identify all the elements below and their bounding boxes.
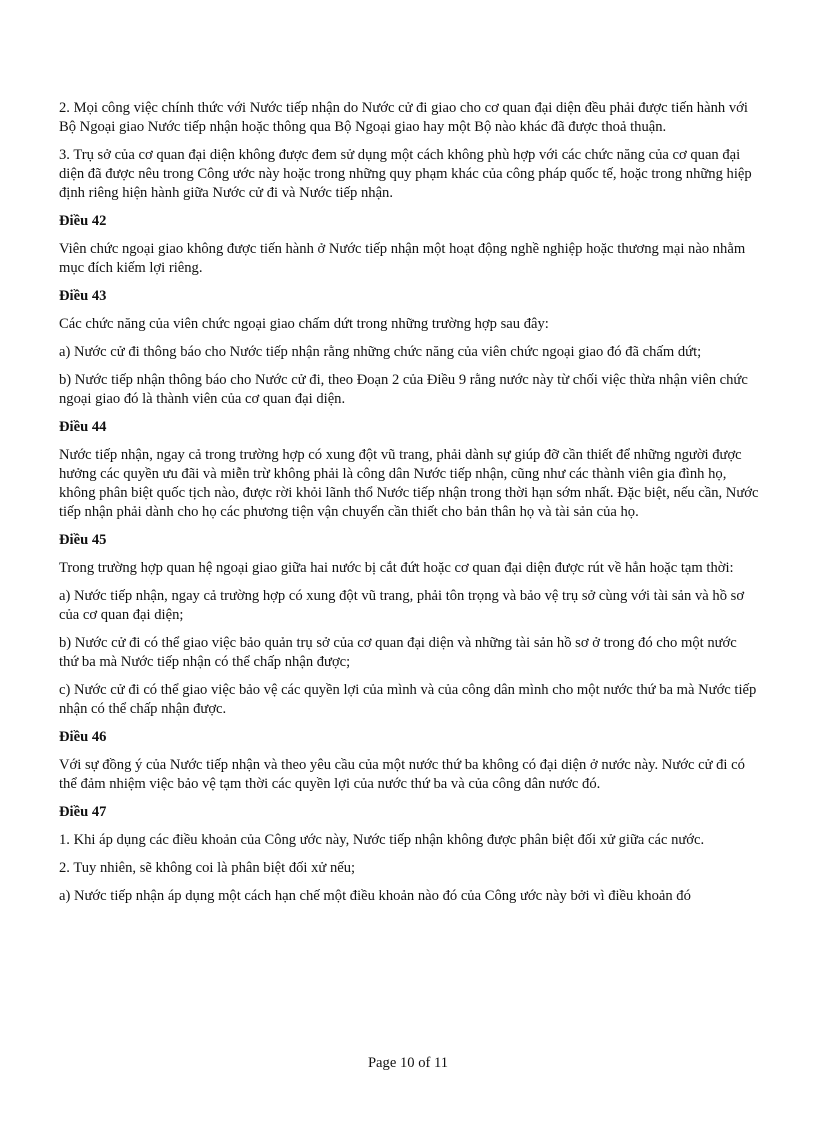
heading-dieu-44: Điều 44 [59,419,107,435]
page-number: Page 10 of 11 [367,1055,449,1071]
paragraph-45-intro: Trong trường hợp quan hệ ngoại giao giữa hai nước bị cắt đứt hoặc cơ quan đại diện được rút về hẳn hoặc tạm thời: [59,560,734,576]
paragraph-43-a: a) Nước cử đi thông báo cho Nước tiếp nhận rằng những chức năng của viên chức ngoại giao đó đã chấm dứt; [59,344,702,360]
heading-dieu-45: Điều 45 [59,532,107,548]
paragraph-45-b: b) Nước cử đi có thể giao việc bảo quản trụ sở của cơ quan đại diện và những tài sản hồ sơ ở trong đó cho một nước thứ ba mà Nước tiếp nhận có thể chấp nhận được; [59,635,737,670]
heading-dieu-42: Điều 42 [59,213,107,229]
heading-dieu-46: Điều 46 [59,729,107,745]
paragraph-46: Với sự đồng ý của Nước tiếp nhận và theo yêu cầu của một nước thứ ba không có đại diện ở nước này. Nước cử đi có thể đảm nhiệm việc bảo vệ tạm thời các quyền lợi của nước thứ ba và của công dân nước đó. [59,757,745,792]
paragraph-43-intro: Các chức năng của viên chức ngoại giao chấm dứt trong những trường hợp sau đây: [59,316,549,332]
heading-dieu-47: Điều 47 [59,804,107,820]
paragraph-45-a: a) Nước tiếp nhận, ngay cả trường hợp có xung đột vũ trang, phải tôn trọng và bảo vệ trụ sở cùng với tài sản và hồ sơ của cơ quan đại diện; [59,588,745,623]
heading-dieu-43: Điều 43 [59,288,107,304]
paragraph-43-b: b) Nước tiếp nhận thông báo cho Nước cử đi, theo Đoạn 2 của Điều 9 rằng nước này từ chối việc thừa nhận viên chức ngoại giao đó là thành viên của cơ quan đại diện. [59,372,748,407]
paragraph-47-2: 2. Tuy nhiên, sẽ không coi là phân biệt đối xử nếu; [59,860,356,876]
paragraph-47-1: 1. Khi áp dụng các điều khoản của Công ước này, Nước tiếp nhận không được phân biệt đối xử giữa các nước. [59,832,705,848]
paragraph-41-2: 2. Mọi công việc chính thức với Nước tiếp nhận do Nước cử đi giao cho cơ quan đại diện đều phải được tiến hành với Bộ Ngoại giao Nước tiếp nhận hoặc thông qua Bộ Ngoại giao hay một Bộ nào khác đã được thoả thuận. [59,100,748,135]
document-body [59,99,759,915]
paragraph-42: Viên chức ngoại giao không được tiến hành ở Nước tiếp nhận một hoạt động nghề nghiệp hoặc thương mại nào nhằm mục đích kiếm lợi riêng. [59,241,746,276]
paragraph-45-c: c) Nước cử đi có thể giao việc bảo vệ các quyền lợi của mình và của công dân mình cho một nước thứ ba mà Nước tiếp nhận có thể chấp nhận được. [59,682,757,717]
paragraph-47-a: a) Nước tiếp nhận áp dụng một cách hạn chế một điều khoản nào đó của Công ước này bởi vì điều khoản đó [59,888,691,904]
paragraph-41-3: 3. Trụ sở của cơ quan đại diện không được đem sử dụng một cách không phù hợp với các chức năng của cơ quan đại diện đã được nêu trong Công ước này hoặc trong những quy phạm khác của công pháp quốc tế, hoặc trong những hiệp định riêng hiện hành giữa Nước cử đi và Nước tiếp nhận. [59,147,752,201]
paragraph-44: Nước tiếp nhận, ngay cả trong trường hợp có xung đột vũ trang, phải dành sự giúp đỡ cần thiết để những người được hưởng các quyền ưu đãi và miễn trừ không phải là công dân Nước tiếp nhận, cũng như các thành viên gia đình họ, không phân biệt quốc tịch nào, được rời khỏi lãnh thổ Nước tiếp nhận trong thời hạn sớm nhất. Đặc biệt, nếu cần, Nước tiếp nhận phải dành cho họ các phương tiện vận chuyển cần thiết cho bản thân họ và tài sản của họ. [59,447,759,520]
